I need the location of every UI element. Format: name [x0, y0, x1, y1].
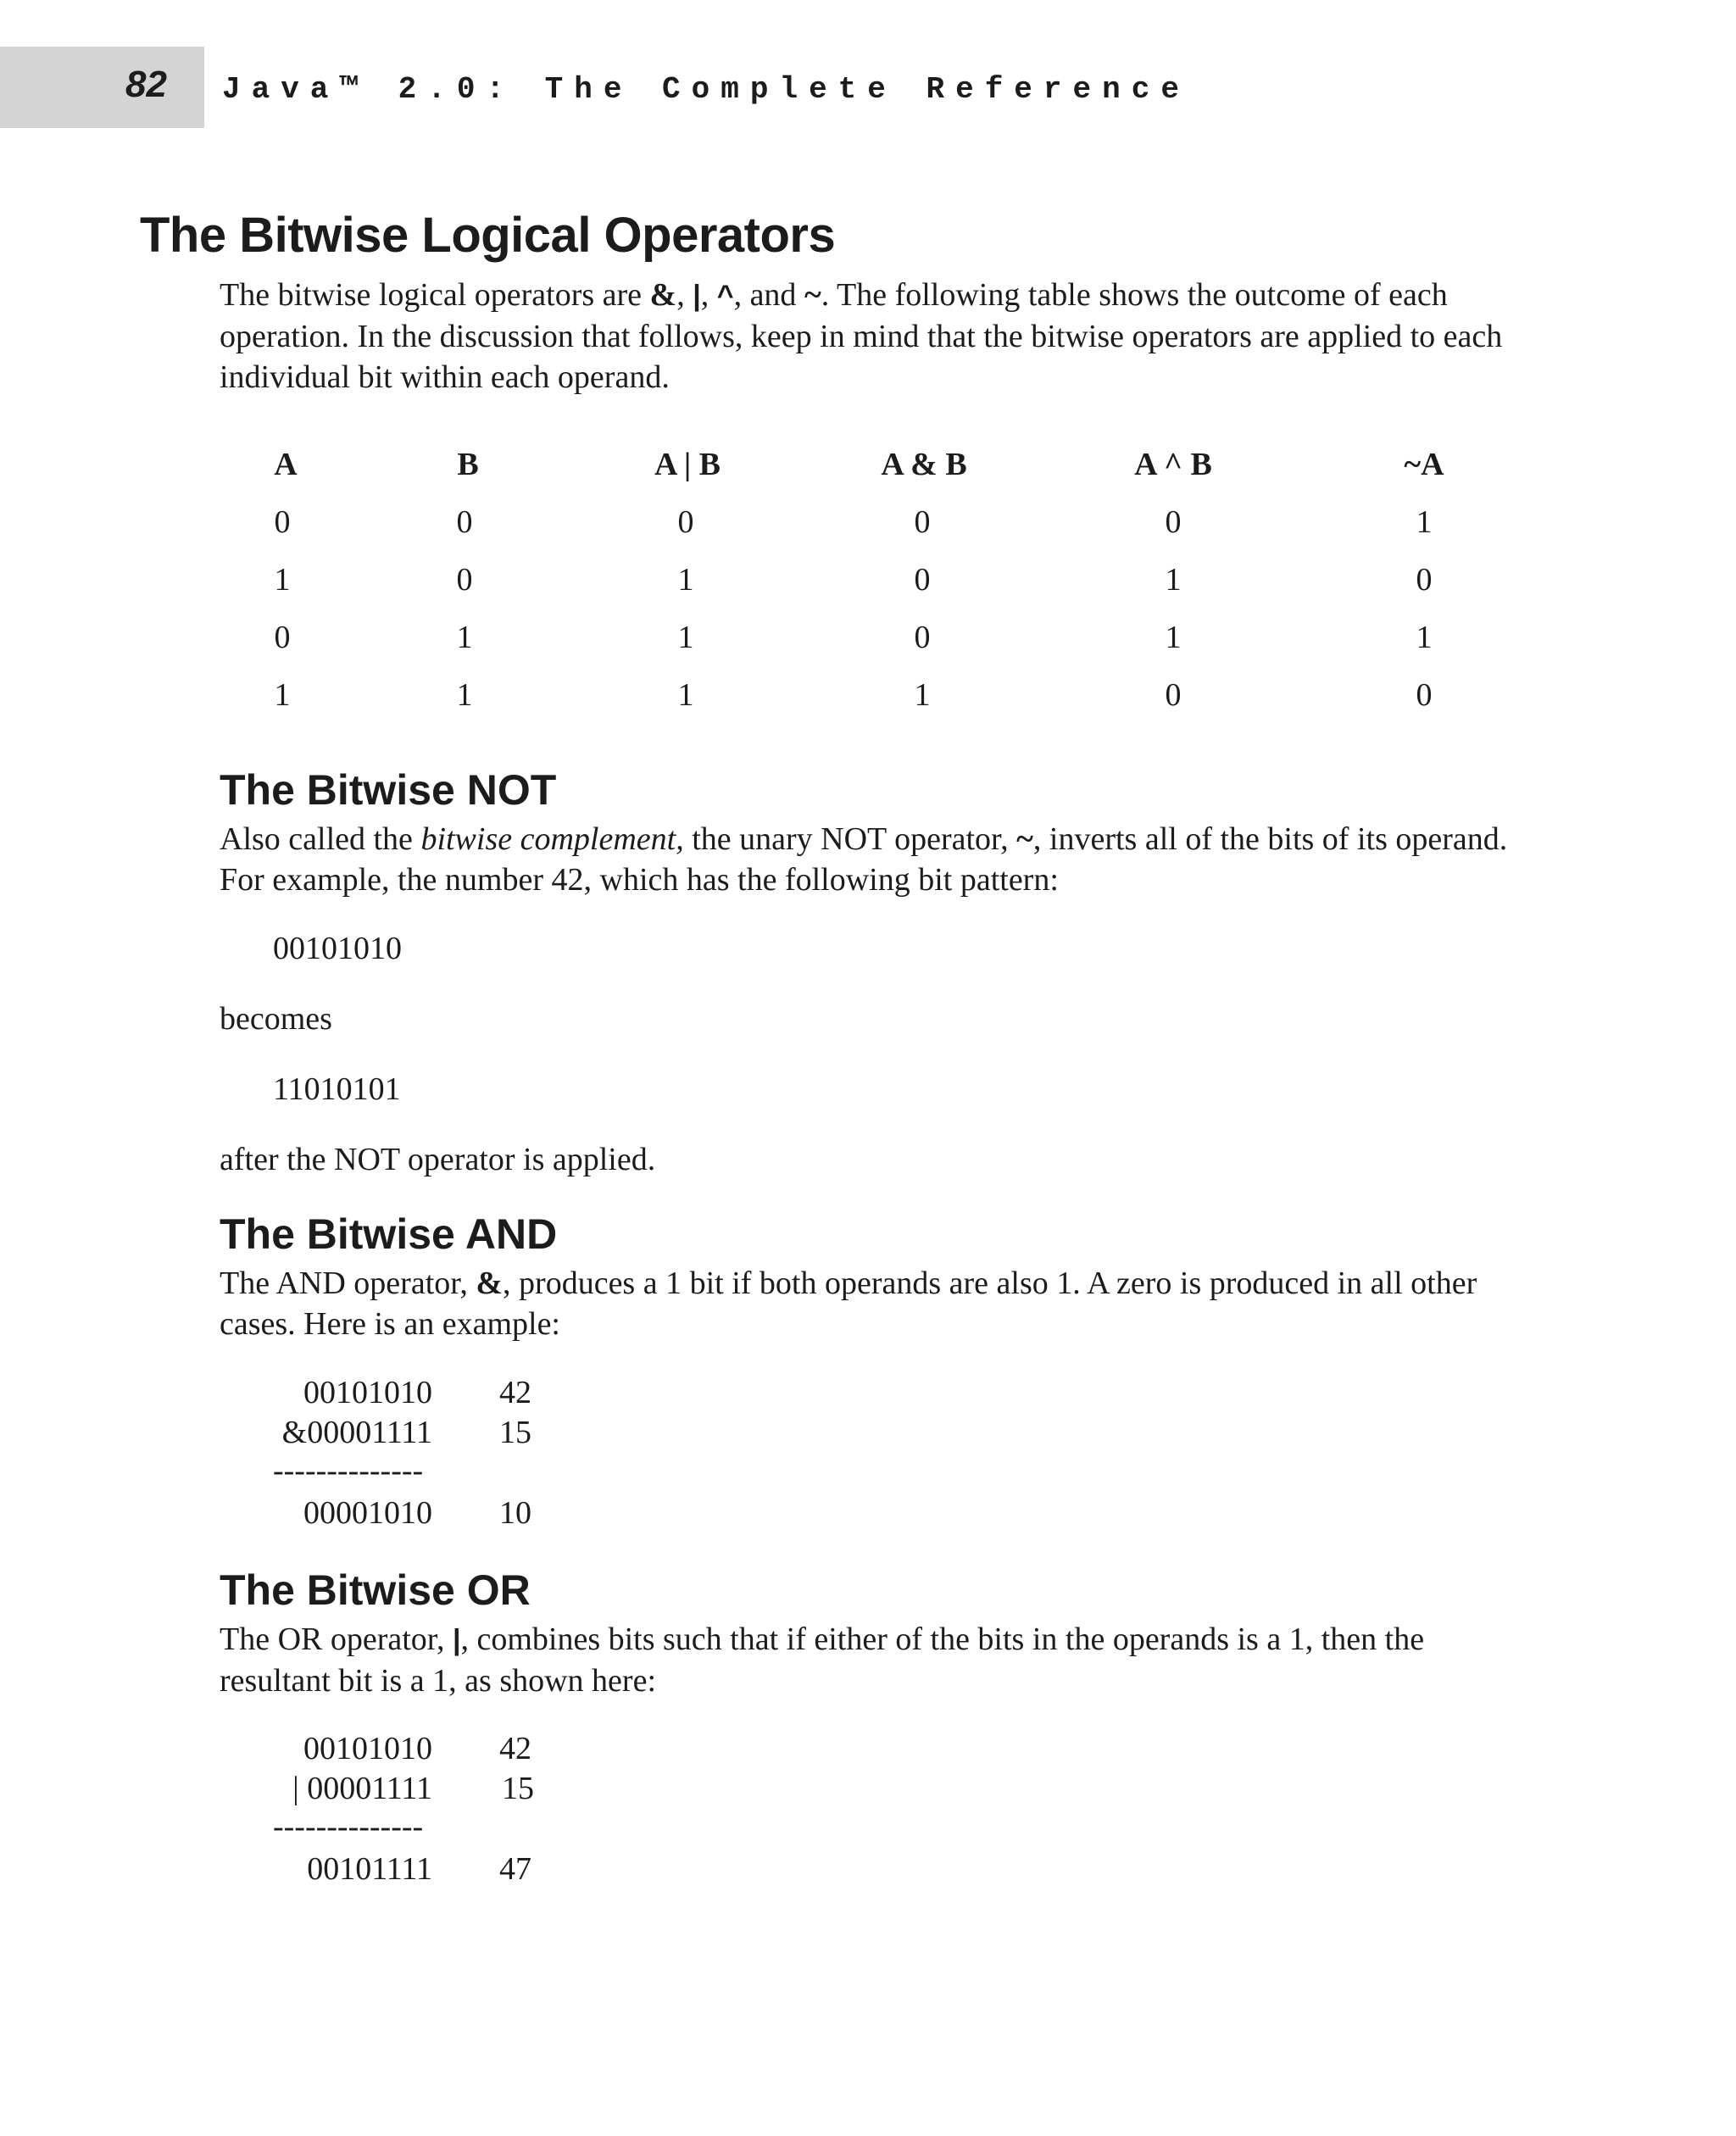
- page-header: [0, 47, 1736, 128]
- separator: , and: [733, 277, 804, 313]
- table-cell: 0: [274, 504, 291, 540]
- table-cell: 1: [677, 620, 694, 655]
- table-cell: 0: [914, 562, 931, 598]
- bit-pattern-original: 00101010: [273, 931, 402, 966]
- table-cell: 1: [1416, 620, 1433, 655]
- becomes-text: becomes: [220, 1001, 332, 1037]
- table-cell: 1: [1165, 562, 1182, 598]
- intro-text: The bitwise logical operators are: [220, 277, 650, 313]
- table-cell: 0: [914, 620, 931, 655]
- or-text: , combines bits such that if either of the bits in the operands is a 1, then the resultant bit is a 1, as shown here:: [220, 1621, 1425, 1699]
- and-separator-rule: --------------: [273, 1453, 424, 1488]
- and-operand-1: 00101010: [303, 1375, 432, 1410]
- table-cell: 1: [456, 620, 473, 655]
- and-text: The AND operator,: [220, 1265, 476, 1301]
- or-operator: |: [452, 1624, 461, 1656]
- and-result: 00001010: [303, 1495, 432, 1531]
- or-operand-2: | 00001111: [292, 1771, 432, 1806]
- table-cell: 1: [274, 562, 291, 598]
- or-operand-1: 00101010: [303, 1731, 432, 1766]
- table-cell: 1: [1165, 620, 1182, 655]
- logical-intro-paragraph: [220, 275, 1542, 398]
- table-cell: 1: [914, 677, 931, 713]
- emphasis-text: bitwise complement,: [420, 821, 684, 857]
- table-header: B: [457, 447, 479, 482]
- or-operand-1-decimal: 42: [499, 1731, 531, 1766]
- and-result-decimal: 10: [499, 1495, 531, 1531]
- table-header: ~A: [1404, 447, 1444, 482]
- table-header: A | B: [654, 447, 721, 482]
- table-cell: 0: [1165, 504, 1182, 540]
- or-operator: |: [693, 280, 701, 312]
- table-cell: 1: [1416, 504, 1433, 540]
- table-cell: 0: [677, 504, 694, 540]
- and-paragraph: [220, 1263, 1542, 1344]
- table-header: A: [274, 447, 298, 482]
- not-paragraph: [220, 819, 1542, 900]
- bit-pattern-inverted: 11010101: [273, 1071, 401, 1107]
- or-operand-2-decimal: 15: [502, 1771, 534, 1806]
- separator: ,: [676, 277, 693, 313]
- not-operator: ~: [1016, 821, 1033, 857]
- table-header: A ^ B: [1134, 447, 1212, 482]
- table-cell: 0: [456, 504, 473, 540]
- page-number: 82: [125, 64, 167, 105]
- table-header: A & B: [881, 447, 967, 482]
- table-cell: 0: [914, 504, 931, 540]
- not-operator: ~: [804, 277, 821, 313]
- separator: ,: [700, 277, 717, 313]
- and-operand-2: &00001111: [281, 1415, 432, 1450]
- table-cell: 0: [456, 562, 473, 598]
- table-cell: 1: [677, 562, 694, 598]
- table-cell: 1: [274, 677, 291, 713]
- or-separator-rule: --------------: [273, 1809, 424, 1844]
- table-cell: 0: [1165, 677, 1182, 713]
- and-operand-2-decimal: 15: [499, 1415, 531, 1450]
- intro-text: . The following table shows the outcome of each operation. In the discussion that follows, keep in mind that the bitwise operators are applied to each individual bit within each operand.: [220, 277, 1503, 395]
- not-text: , inverts all of the bits of its operand. For example, the number 42, which has the following bit pattern:: [220, 821, 1508, 898]
- table-cell: 1: [677, 677, 694, 713]
- section-title-and: The Bitwise AND: [220, 1210, 558, 1258]
- not-text: Also called the: [220, 821, 421, 857]
- section-title-not: The Bitwise NOT: [220, 766, 557, 814]
- xor-operator: ^: [716, 280, 734, 312]
- or-paragraph: [220, 1619, 1542, 1701]
- section-title-logical-operators: The Bitwise Logical Operators: [140, 208, 836, 263]
- or-result-decimal: 47: [499, 1851, 531, 1887]
- table-cell: 1: [456, 677, 473, 713]
- running-title: Java™ 2.0: The Complete Reference: [222, 72, 1190, 107]
- and-operator: &: [649, 277, 677, 313]
- or-text: The OR operator,: [220, 1621, 453, 1657]
- table-cell: 0: [1416, 677, 1433, 713]
- and-text: , produces a 1 bit if both operands are also 1. A zero is produced in all other cases. Here is an example:: [220, 1265, 1477, 1342]
- table-cell: 0: [1416, 562, 1433, 598]
- and-operator: &: [476, 1265, 504, 1301]
- or-result: 00101111: [307, 1851, 432, 1887]
- after-not-text: after the NOT operator is applied.: [220, 1142, 656, 1177]
- section-title-or: The Bitwise OR: [220, 1566, 531, 1614]
- not-text: the unary NOT operator,: [683, 821, 1017, 857]
- page-number-box: [0, 47, 204, 128]
- and-operand-1-decimal: 42: [499, 1375, 531, 1410]
- table-cell: 0: [274, 620, 291, 655]
